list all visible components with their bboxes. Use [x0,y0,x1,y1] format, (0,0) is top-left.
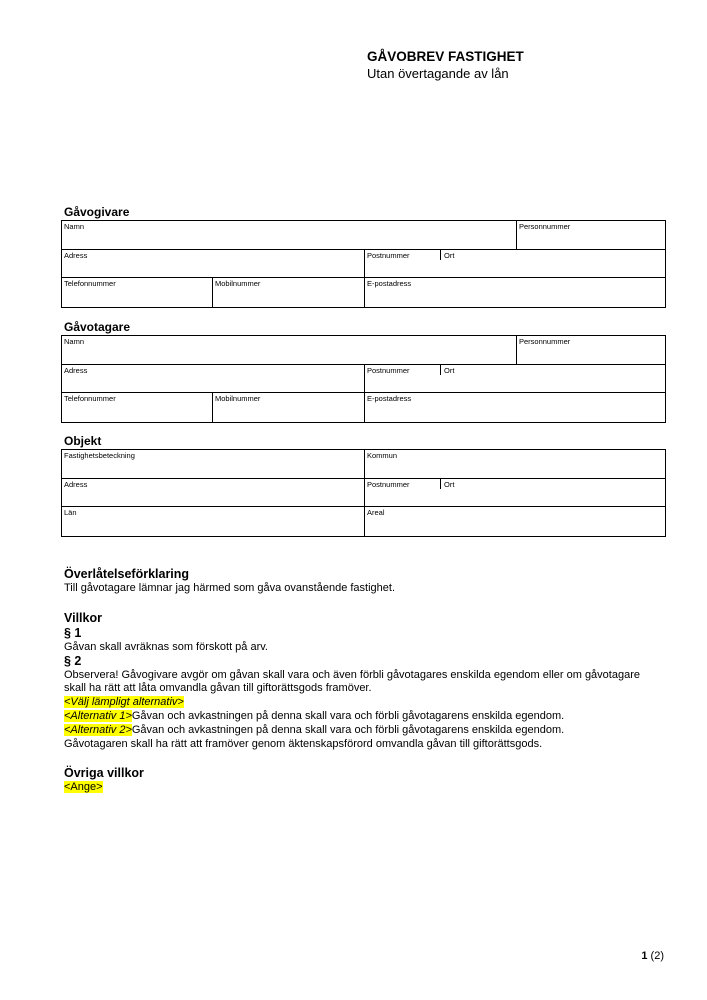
postal-field[interactable] [364,365,665,393]
paragraph-1-text: Gåvan skall avräknas som förskott på arv. [64,641,268,653]
section-heading-villkor: Villkor [64,611,102,625]
form-row [62,336,665,365]
divider [440,365,441,375]
field-label: Mobilnummer [215,279,261,288]
field-label: Namn [64,222,85,231]
paragraph-2-heading: § 2 [64,654,82,668]
objekt-form [61,449,666,537]
section-heading-objekt: Objekt [64,434,102,448]
field-label: Fastighetsbeteckning [64,451,135,460]
form-row [62,507,665,536]
mobile-field[interactable] [212,278,364,307]
document-subtitle: Utan övertagande av lån [367,66,509,81]
lan-field[interactable] [62,507,364,536]
name-field[interactable] [62,336,516,364]
alternative-2-line [64,724,664,737]
field-label: Adress [64,250,88,260]
ovriga-line [64,781,664,794]
section-heading-overlatelse: Överlåtelseförklaring [64,567,190,581]
field-label: Personnummer [519,222,571,231]
field-label: Ort [444,479,455,489]
field-label: Namn [64,337,85,346]
field-label: Län [64,508,77,517]
field-label: E-postadress [367,394,412,403]
choose-alternative-placeholder[interactable]: <Välj lämpligt alternativ> [64,696,184,708]
postal-field[interactable] [364,479,665,507]
alternative-1-tag[interactable]: <Alternativ 1> [64,710,132,722]
form-row [62,278,665,307]
field-label: Telefonnummer [64,279,116,288]
paragraph-2-text: Observera! Gåvogivare avgör om gåvan skall vara och även förbli gåvotagares enskilda egendom eller om gåvotagare skall ha rätt att låta omvandla gåvan till giftorättsgods framöver. [64,669,640,694]
address-field[interactable] [62,250,364,278]
field-label: Postnummer [367,479,410,489]
fastighetsbeteckning-field[interactable] [62,450,364,478]
form-row [62,393,665,422]
mobile-field[interactable] [212,393,364,422]
personnummer-field[interactable] [516,336,665,364]
field-label: Postnummer [367,250,410,260]
field-label: Areal [367,508,385,517]
form-row [62,250,665,279]
paragraph-1-heading: § 1 [64,626,82,640]
alternative-2-tag[interactable]: <Alternativ 2> [64,724,132,736]
field-label: Ort [444,365,455,375]
alternative-2-text-continued: Gåvotagaren skall ha rätt att framöver genom äktenskapsförord omvandla gåvan till giftorättsgods. [64,738,543,750]
kommun-field[interactable] [364,450,665,478]
postal-field[interactable] [364,250,665,278]
phone-field[interactable] [62,278,212,307]
gavogivare-form [61,220,666,308]
field-label: E-postadress [367,279,412,288]
areal-field[interactable] [364,507,665,536]
name-field[interactable] [62,221,516,249]
form-row [62,221,665,250]
section-heading-gavogivare: Gåvogivare [64,205,130,219]
section-heading-ovriga-villkor: Övriga villkor [64,766,144,780]
divider [440,250,441,260]
form-row [62,365,665,394]
email-field[interactable] [364,278,665,307]
field-label: Ort [444,250,455,260]
field-label: Adress [64,479,88,489]
section-heading-gavotagare: Gåvotagare [64,320,131,334]
ovriga-placeholder[interactable]: <Ange> [64,781,103,793]
choose-alternative-line [64,696,664,709]
document-title: GÅVOBREV FASTIGHET [367,49,524,64]
field-label: Postnummer [367,365,410,375]
divider [440,479,441,489]
address-field[interactable] [62,479,364,507]
form-row [62,479,665,508]
field-label: Personnummer [519,337,571,346]
address-field[interactable] [62,365,364,393]
field-label: Adress [64,365,88,375]
personnummer-field[interactable] [516,221,665,249]
page-number [641,950,664,962]
form-row [62,450,665,479]
field-label: Telefonnummer [64,394,116,403]
phone-field[interactable] [62,393,212,422]
field-label: Kommun [367,451,398,460]
page-current: 1 [641,950,648,962]
gavotagare-form [61,335,666,423]
overlatelse-text: Till gåvotagare lämnar jag härmed som gåva ovanstående fastighet. [64,582,396,594]
page-total: (2) [650,950,664,962]
field-label: Mobilnummer [215,394,261,403]
alternative-1-line [64,710,664,723]
email-field[interactable] [364,393,665,422]
alternative-2-text: Gåvan och avkastningen på denna skall vara och förbli gåvotagarens enskilda egendom. [131,724,565,736]
alternative-1-text: Gåvan och avkastningen på denna skall vara och förbli gåvotagarens enskilda egendom. [131,710,565,722]
